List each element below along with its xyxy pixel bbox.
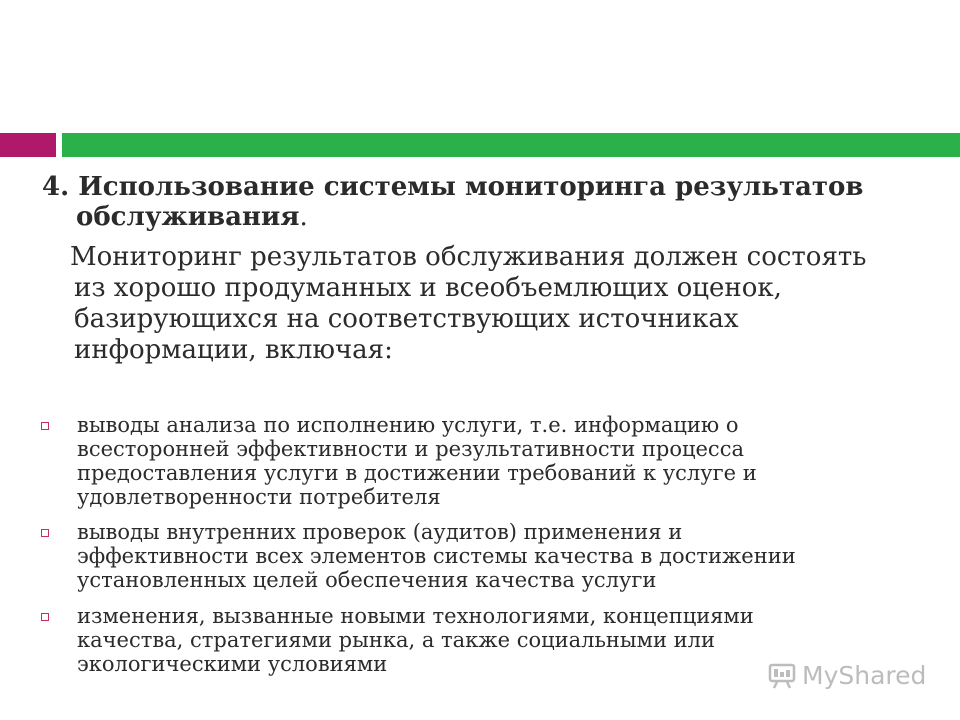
square-bullet-icon [41, 529, 49, 537]
accent-bar-right [62, 133, 960, 157]
bullet-list [40, 413, 840, 687]
watermark-text: MyShared [802, 660, 927, 690]
heading-dot: . [299, 202, 308, 232]
intro-rest: из хорошо продуманных и всеобъемлющих оценок, базирующихся на соответствующих источниках информации, включая: [74, 273, 782, 365]
list-item [40, 520, 840, 592]
intro-first-line: Мониторинг результатов обслуживания должен состоять [70, 242, 867, 272]
square-bullet-icon [41, 422, 49, 430]
heading-line-2 [42, 202, 922, 232]
list-item [40, 413, 840, 509]
heading-line-2-text: обслуживания [76, 202, 300, 232]
list-item-text: выводы анализа по исполнению услуги, т.е. информацию о всесторонней эффективности и результативности процесса предоставления услуги в достижении требований к услуге и удовлетворенности потребителя [77, 413, 757, 509]
slide-heading [42, 172, 922, 232]
accent-bar-left [0, 133, 56, 157]
presentation-board-icon [768, 661, 796, 689]
myshared-watermark [768, 655, 926, 695]
square-bullet-icon [41, 613, 49, 621]
list-item-text: изменения, вызванные новыми технологиями, концепциями качества, стратегиями рынка, а также социальными или экологическими условиями [77, 604, 754, 676]
intro-paragraph [70, 242, 924, 366]
heading-line-1: 4. Использование системы мониторинга результатов [42, 172, 864, 202]
list-item-text: выводы внутренних проверок (аудитов) применения и эффективности всех элементов системы качества в достижении установленных целей обеспечения качества услуги [77, 520, 796, 592]
list-item [40, 604, 840, 676]
